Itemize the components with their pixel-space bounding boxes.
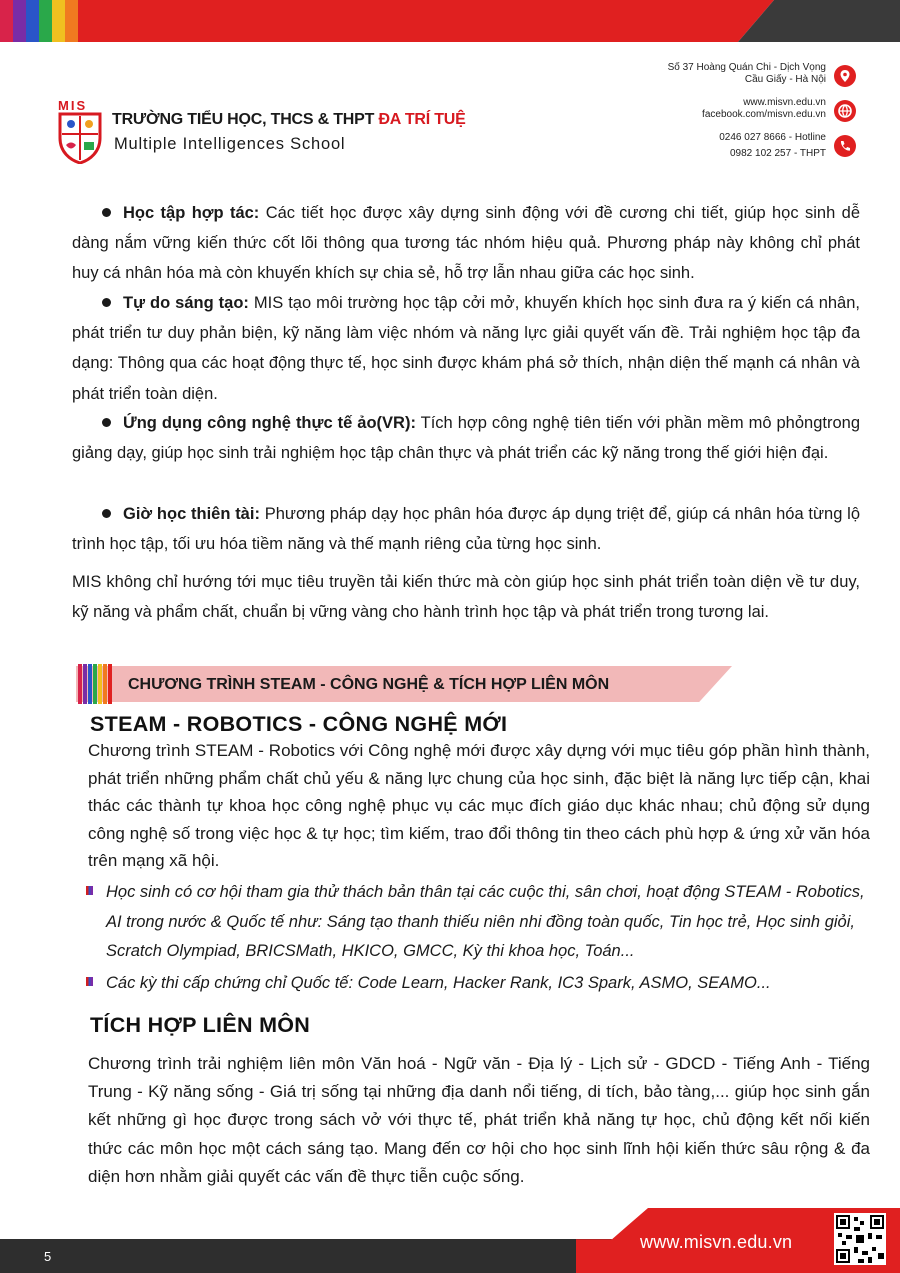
phone-thpt: 0982 102 257 - THPT xyxy=(730,148,826,159)
address-line-1: Số 37 Hoàng Quán Chi - Dịch Vọng xyxy=(667,62,826,73)
bullet-label: Tự do sáng tạo: xyxy=(123,294,249,312)
steam-item-competitions: Học sinh có cơ hội tham gia thử thách bản thân tại các cuộc thi, sân chơi, hoạt động STEAM - Robotics, AI trong nước & Quốc tế như: Sáng tạo thanh thiếu niên nhi đồng toàn quốc, Tin học trẻ, Học sinh giỏi, Scratch Olympiad, BRICSMath, HKICO, GMCC, Kỳ thi khoa học, Toán... xyxy=(106,883,865,960)
bullet-text: MIS tạo môi trường học tập cởi mở, khuyến khích học sinh đưa ra ý kiến cá nhân, phát triển tư duy phản biện, kỹ năng làm việc nhóm và năng lực giải quyết vấn đề. Trải nghiệm học tập đa dạng: Thông qua các hoạt động thực tế, học sinh được khám phá sở thích, nhận diện thế mạnh cá nhân và phát triển toàn diện. xyxy=(72,294,860,403)
contact-address xyxy=(668,62,826,86)
bullet-cooperative-learning xyxy=(72,198,860,289)
summary-paragraph: MIS không chỉ hướng tới mục tiêu truyền tải kiến thức mà còn giúp học sinh phát triển toàn diện về tư duy, kỹ năng và phẩm chất, chuẩn bị vững vàng cho hành trình học tập và phát triển trong tương lai. xyxy=(72,573,860,622)
header-color-stripes xyxy=(0,0,78,42)
integration-heading: TÍCH HỢP LIÊN MÔN xyxy=(90,1013,311,1037)
bullet-text: Tích hợp công nghệ tiên tiến với phần mềm mô phỏngtrong giảng dạy, giúp học sinh trải nghiệm học tập chân thực và phát triển các kỹ năng trong thế giới hiện đại. xyxy=(72,414,860,463)
school-subtitle: Multiple Intelligences School xyxy=(114,135,346,153)
bullet-free-creativity xyxy=(72,288,860,409)
school-name-main: TRƯỜNG TIỂU HỌC, THCS & THPT xyxy=(112,111,379,128)
bullet-genius-hour xyxy=(72,499,860,559)
bullet-dot-icon xyxy=(102,298,111,307)
bullet-vr-technology xyxy=(72,408,860,468)
bullet-text: Phương pháp dạy học phân hóa được áp dụng triệt để, giúp cá nhân hóa từng lộ trình học tập, tối ưu hóa tiềm năng và thế mạnh riêng của từng học sinh. xyxy=(72,505,860,554)
phone-hotline: 0246 027 8666 - Hotline xyxy=(719,132,826,143)
school-name-accent: ĐA TRÍ TUỆ xyxy=(378,111,466,128)
bullet-text: Các tiết học được xây dựng sinh động với đề cương chi tiết, giúp học sinh dễ dàng nắm vững kiến thức cốt lõi thông qua tương tác nhóm hiệu quả. Phương pháp này không chỉ phát huy cá nhân hóa mà còn khuyến khích sự chia sẻ, hỗ trợ lẫn nhau giữa các học sinh. xyxy=(72,204,860,283)
page-number: 5 xyxy=(44,1249,52,1264)
website-text[interactable]: www.misvn.edu.vn xyxy=(743,97,826,108)
location-pin-icon xyxy=(834,65,856,87)
school-logo xyxy=(56,100,104,164)
contact-phones xyxy=(719,132,826,160)
contact-web xyxy=(702,97,826,121)
school-name xyxy=(112,111,466,129)
bullet-label: Giờ học thiên tài: xyxy=(123,505,260,523)
banner-color-bars xyxy=(78,664,113,704)
logo-text: MIS xyxy=(58,98,88,113)
bullet-label: Ứng dụng công nghệ thực tế ảo(VR): xyxy=(123,414,416,432)
steam-item-certificates: Các kỳ thi cấp chứng chỉ Quốc tế: Code Learn, Hacker Rank, IC3 Spark, ASMO, SEAMO... xyxy=(106,974,771,992)
address-line-2: Cầu Giấy - Hà Nội xyxy=(744,74,826,85)
square-bullet-icon xyxy=(86,886,93,895)
square-bullet-icon xyxy=(86,977,93,986)
footer-url[interactable]: www.misvn.edu.vn xyxy=(640,1232,793,1252)
bullet-dot-icon xyxy=(102,509,111,518)
integration-text: Chương trình trải nghiệm liên môn Văn hoá - Ngữ văn - Địa lý - Lịch sử - GDCD - Tiếng Anh - Tiếng Trung - Kỹ năng sống - Giá trị sống tại những địa danh nổi tiếng, di tích, bảo tàng,... giúp học sinh gắn kết những gì học được trong sách vở với thực tế, phát triển khả năng tự học, chủ động kết nối kiến thức các môn học một cách sáng tạo. Mang đến cơ hội cho học sinh lĩnh hội kiến thức sâu rộng & đa diện hơn nhằm giải quyết các vấn đề thực tiễn cuộc sống. xyxy=(88,1054,870,1186)
bullet-dot-icon xyxy=(102,418,111,427)
steam-heading: STEAM - ROBOTICS - CÔNG NGHỆ MỚI xyxy=(90,712,508,736)
facebook-text[interactable]: facebook.com/misvn.edu.vn xyxy=(702,109,826,120)
bullet-label: Học tập hợp tác: xyxy=(123,204,260,222)
bullet-dot-icon xyxy=(102,208,111,217)
phone-icon xyxy=(834,135,856,157)
steam-intro: Chương trình STEAM - Robotics với Công nghệ mới được xây dựng với mục tiêu góp phần hình thành, phát triển những phẩm chất chủ yếu & năng lực chung của học sinh, đặc biệt là năng lực tiếp cận, khai thác các thành tự khoa học công nghệ phục vụ các mục đích giáo dục khác nhau; chủ động sử dụng công nghệ số trong việc học & tự học; tìm kiếm, trao đổi thông tin theo cách phù hợp & ứng xử văn hóa trên mạng xã hội. xyxy=(88,741,870,870)
section-banner-title: CHƯƠNG TRÌNH STEAM - CÔNG NGHỆ & TÍCH HỢP LIÊN MÔN xyxy=(128,676,610,693)
qr-code-icon xyxy=(834,1213,886,1265)
globe-icon xyxy=(834,100,856,122)
